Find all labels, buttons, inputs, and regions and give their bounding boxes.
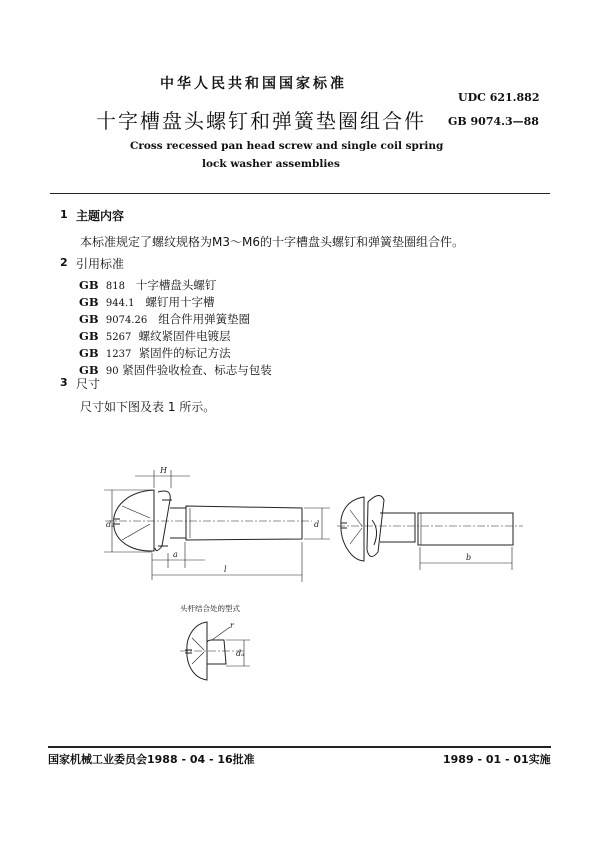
ref-title: 组合件用弹簧垫圈	[158, 312, 251, 326]
detail-caption: 头杆结合处的型式	[180, 604, 240, 613]
ref-code: 5267	[105, 332, 132, 343]
title-english-line2: lock washer assemblies	[202, 158, 340, 170]
ref-prefix: GB	[79, 346, 99, 360]
ref-code: 818	[105, 281, 125, 292]
section-number: 1	[60, 208, 68, 221]
ref-prefix: GB	[79, 278, 99, 292]
screw-assembly-side-view	[104, 466, 330, 582]
ref-code: 944.1	[105, 298, 135, 309]
ref-prefix: GB	[79, 312, 99, 326]
ref-title: 紧固件验收检查、标志与包装	[122, 363, 272, 377]
udc-number: UDC 621.882	[458, 91, 540, 104]
dim-label-h: H	[160, 466, 167, 475]
section-heading: 尺寸	[76, 377, 101, 391]
section-number: 2	[60, 256, 68, 269]
ref-code: 1237	[105, 349, 132, 360]
section-body: 本标准规定了螺纹规格为M3～M6的十字槽盘头螺钉和弹簧垫圈组合件。	[80, 235, 464, 249]
dim-label-a: a	[173, 550, 178, 559]
approval-date: 国家机械工业委员会1988 - 04 - 16批准	[48, 753, 255, 766]
dim-label-d2: d₂	[106, 520, 115, 529]
ref-title: 十字槽盘头螺钉	[135, 278, 217, 292]
ref-code: 9074.26	[105, 315, 148, 326]
section-body: 尺寸如下图及表 1 所示。	[80, 400, 216, 414]
section-number: 3	[60, 376, 68, 389]
section-heading: 引用标准	[76, 257, 125, 271]
head-shank-junction-detail	[180, 621, 250, 680]
ref-title: 紧固件的标记方法	[138, 346, 231, 360]
dim-label-da: dₐ	[236, 649, 245, 658]
national-standard-label: 中华人民共和国国家标准	[160, 76, 347, 92]
screw-assembly-perspective-view	[337, 495, 523, 570]
dim-label-l: l	[224, 565, 227, 574]
section-heading: 主题内容	[76, 209, 125, 223]
ref-title: 螺钉用十字槽	[145, 295, 215, 309]
dim-label-d: d	[314, 520, 320, 529]
effective-date: 1989 - 01 - 01实施	[443, 753, 551, 766]
ref-title: 螺纹紧固件电镀层	[138, 329, 231, 343]
standard-number: GB 9074.3—88	[448, 115, 539, 128]
dim-label-r: r	[230, 621, 234, 630]
ref-code: 90	[105, 366, 119, 377]
ref-prefix: GB	[79, 295, 99, 309]
ref-prefix: GB	[79, 363, 99, 377]
dim-label-b: b	[466, 553, 472, 562]
title-english-line1: Cross recessed pan head screw and single coil spring	[130, 140, 444, 152]
footer-divider	[48, 746, 551, 748]
page-title: 十字槽盘头螺钉和弹簧垫圈组合件	[96, 109, 426, 133]
ref-prefix: GB	[79, 329, 99, 343]
